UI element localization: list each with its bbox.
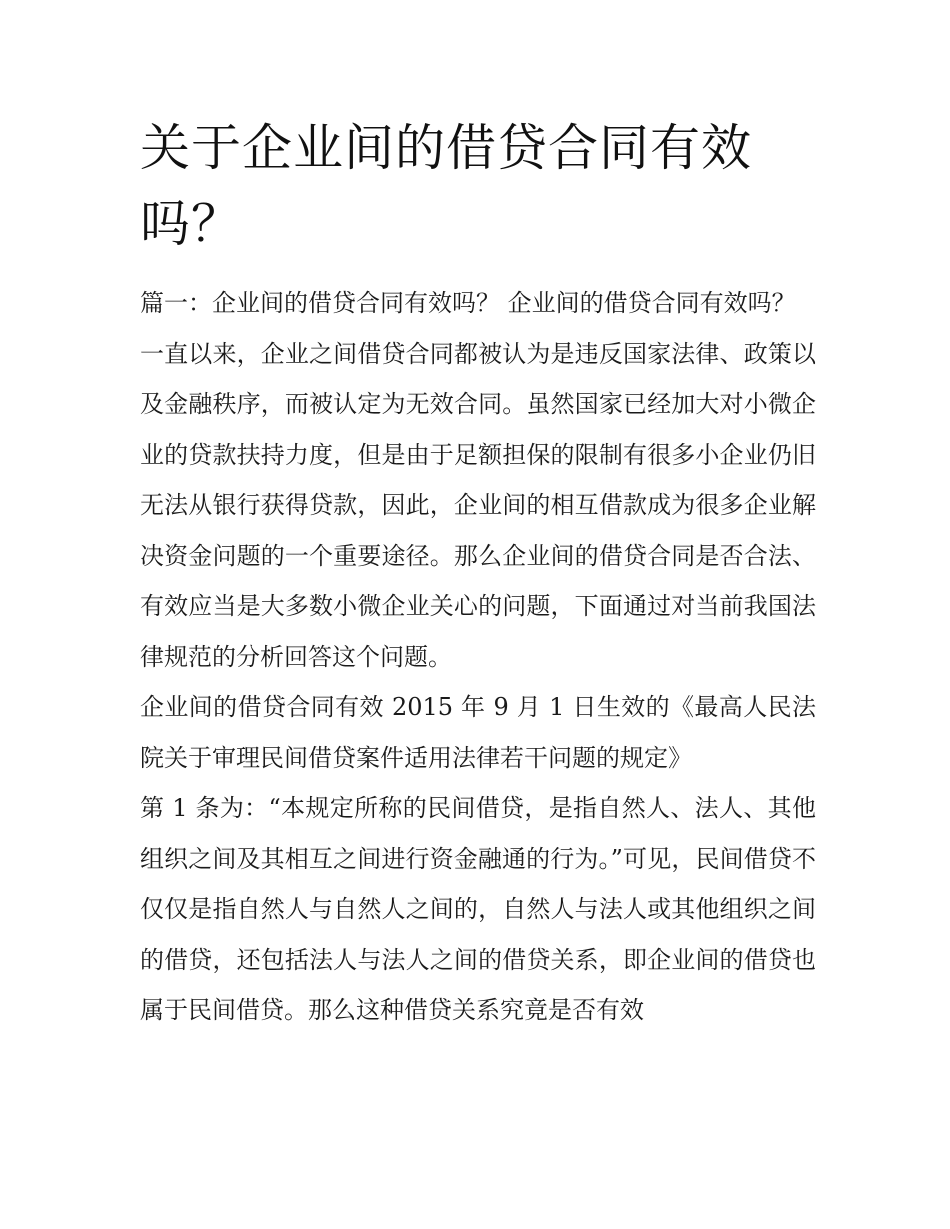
paragraph-intro: 篇一：企业间的借贷合同有效吗？ 企业间的借贷合同有效吗？ — [140, 289, 796, 317]
paragraph-background: 一直以来，企业之间借贷合同都被认为是违反国家法律、政策以及金融秩序，而被认定为无效合同。虽然国家已经加大对小微企业的贷款扶持力度，但是由于足额担保的限制有很多小企业仍旧无法从银行获得贷款，因此，企业间的相互借款成为很多企业解决资金问题的一个重要途径。那么企业间的借贷合同是否合法、有效应当是大多数小微企业关心的问题，下面通过对当前我国法律规范的分析回答这个问题。 — [140, 339, 816, 671]
document-body — [140, 278, 816, 1036]
document-title: 关于企业间的借贷合同有效吗？ — [140, 119, 752, 253]
paragraph-regulation: 企业间的借贷合同有效 2015 年 9 月 1 日生效的《最高人民法院关于审理民间借贷案件适用法律若干问题的规定》 — [140, 693, 816, 772]
paragraph-article-1: 第 1 条为：“本规定所称的民间借贷，是指自然人、法人、其他组织之间及其相互之间进行资金融通的行为。”可见，民间借贷不仅仅是指自然人与自然人之间的，自然人与法人或其他组织之间的借贷，还包括法人与法人之间的借贷关系，即企业间的借贷也属于民间借贷。那么这种借贷关系究竟是否有效 — [140, 794, 816, 1024]
